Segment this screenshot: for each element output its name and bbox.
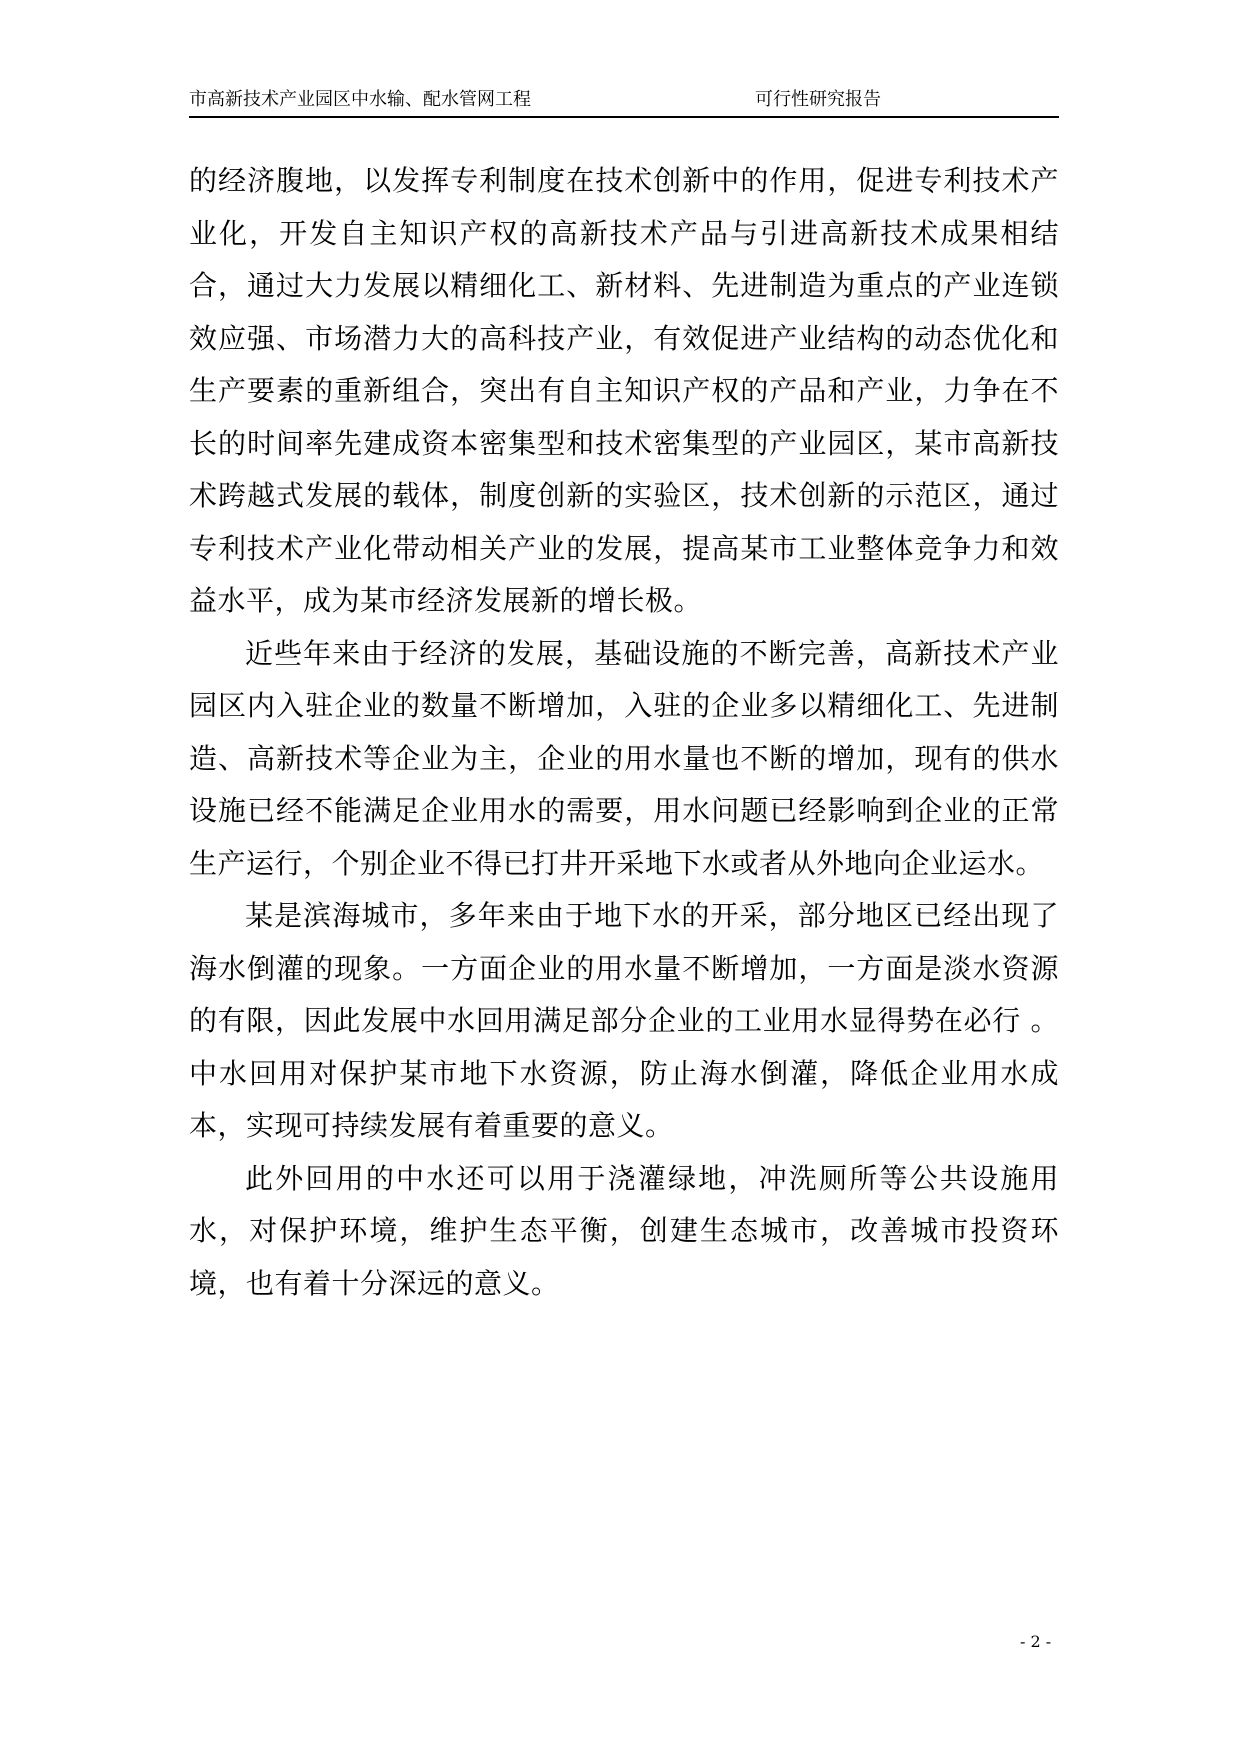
paragraph-reclaimed-water-necessity: 某是滨海城市，多年来由于地下水的开采，部分地区已经出现了海水倒灌的现象。一方面企业的用水量不断增加，一方面是淡水资源的有限，因此发展中水回用满足部分企业的工业用水显得势在必行 。中水回用对保护某市地下水资源，防止海水倒灌，降低企业用水成本，实现可持续发展有着重要的意义。 xyxy=(189,899,1059,1142)
document-body xyxy=(189,155,1059,1310)
header-report-type: 可行性研究报告 xyxy=(755,89,881,110)
page-number: - 2 - xyxy=(1020,1632,1052,1651)
paragraph-water-demand: 近些年来由于经济的发展，基础设施的不断完善，高新技术产业园区内入驻企业的数量不断增加，入驻的企业多以精细化工、先进制造、高新技术等企业为主，企业的用水量也不断的增加，现有的供水设施已经不能满足企业用水的需要，用水问题已经影响到企业的正常生产运行，个别企业不得已打井开采地下水或者从外地向企业运水。 xyxy=(189,636,1059,880)
page-header xyxy=(189,86,1059,118)
paragraph-continued: 的经济腹地，以发挥专利制度在技术创新中的作用，促进专利技术产业化，开发自主知识产权的高新技术产品与引进高新技术成果相结合，通过大力发展以精细化工、新材料、先进制造为重点的产业连锁效应强、市场潜力大的高科技产业，有效促进产业结构的动态优化和生产要素的重新组合，突出有自主知识产权的产品和产业，力争在不长的时间率先建成资本密集型和技术密集型的产业园区，某市高新技术跨越式发展的载体，制度创新的实验区，技术创新的示范区，通过专利技术产业化带动相关产业的发展，提高某市工业整体竞争力和效益水平，成为某市经济发展新的增长极。 xyxy=(189,164,1059,617)
paragraph-environmental-significance: 此外回用的中水还可以用于浇灌绿地，冲洗厕所等公共设施用水，对保护环境，维护生态平衡，创建生态城市，改善城市投资环境，也有着十分深远的意义。 xyxy=(189,1161,1059,1300)
header-document-title: 市高新技术产业园区中水输、配水管网工程 xyxy=(189,89,531,110)
